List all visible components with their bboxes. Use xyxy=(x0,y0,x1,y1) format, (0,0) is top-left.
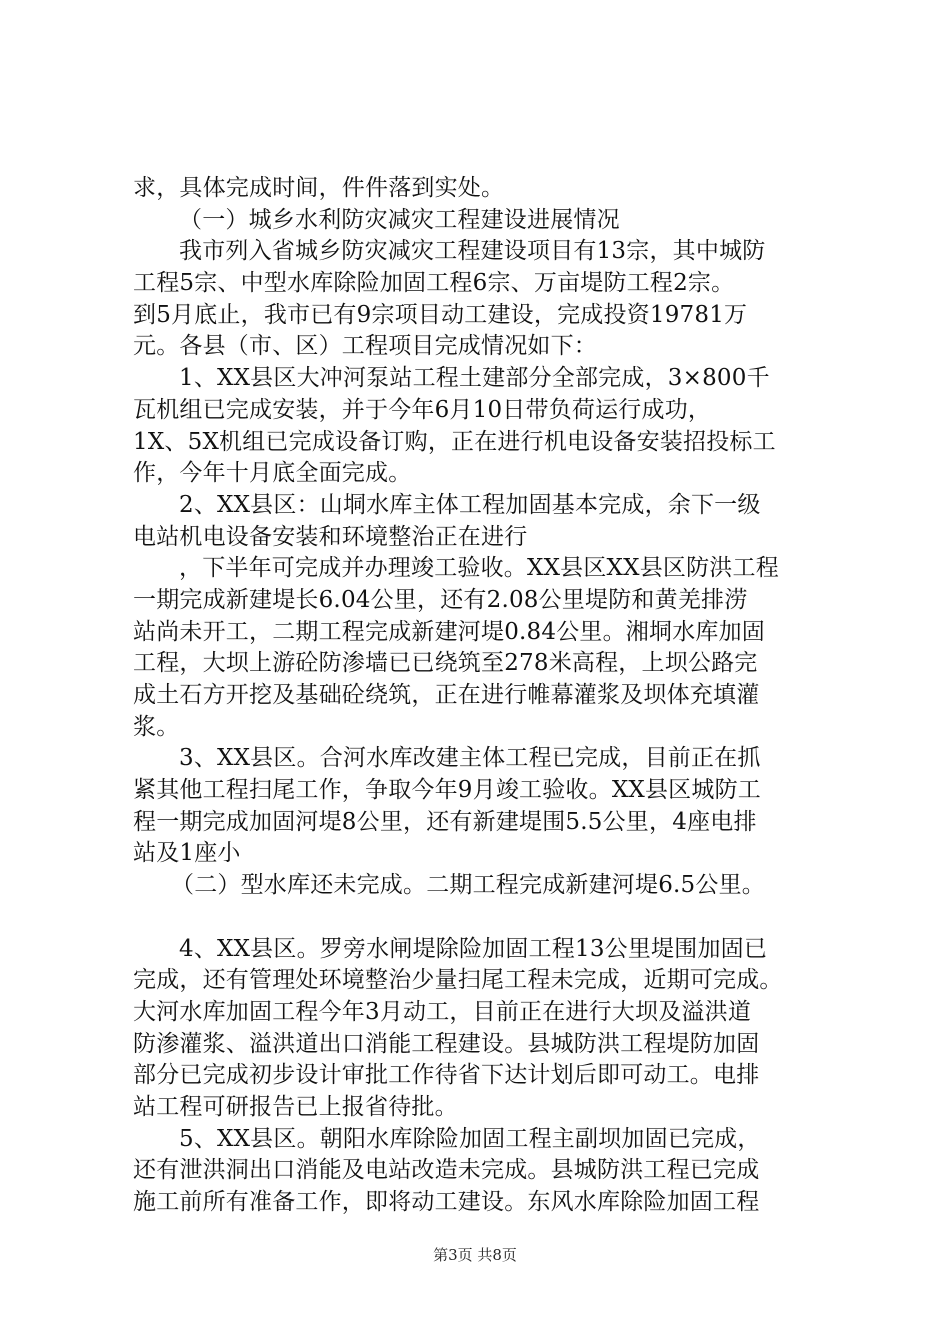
page-number: 第3页 共8页 xyxy=(433,1246,517,1264)
text-line: 施工前所有准备工作，即将动工建设。东风水库除险加固工程 xyxy=(133,1189,760,1215)
text-line: 大河水库加固工程今年3月动工，目前正在进行大坝及溢洪道 xyxy=(133,998,752,1025)
text-line: 1X、5X机组已完成设备订购，正在进行机电设备安装招投标工 xyxy=(133,428,776,455)
section-heading: （二）型水库还未完成。二期工程完成新建河堤6.5公里。 xyxy=(171,872,765,899)
text-line: 一期完成新建堤长6.04公里，还有2.08公里堤防和黄羌排涝 xyxy=(133,586,748,613)
text-line: 瓦机组已完成安装，并于今年6月10日带负荷运行成功， xyxy=(133,396,712,423)
text-line: 电站机电设备安装和环境整治正在进行 xyxy=(133,523,528,550)
text-line: 5、XX县区。朝阳水库除险加固工程主副坝加固已完成， xyxy=(179,1125,761,1152)
text-line: 成土石方开挖及基础砼绕筑，正在进行帷幕灌浆及坝体充填灌 xyxy=(133,682,760,708)
text-line: 作，今年十月底全面完成。 xyxy=(133,460,412,487)
text-line: 浆。 xyxy=(133,713,180,740)
text-line: 站尚未开工，二期工程完成新建河堤0.84公里。湘垌水库加固 xyxy=(133,618,766,645)
text-line: ，下半年可完成并办理竣工验收。XX县区XX县区防洪工程 xyxy=(179,555,779,582)
text-line: 程一期完成加固河堤8公里，还有新建堤围5.5公里，4座电排 xyxy=(133,808,757,835)
text-line: 紧其他工程扫尾工作，争取今年9月竣工验收。XX县区城防工 xyxy=(133,777,761,804)
text-line: 元。各县（市、区）工程项目完成情况如下： xyxy=(133,333,597,360)
text-line: 1、XX县区大冲河泵站工程土建部分全部完成，3×800千 xyxy=(179,365,770,392)
text-line: 站工程可研报告已上报省待批。 xyxy=(133,1093,458,1120)
text-line: 工程5宗、中型水库除险加固工程6宗、万亩堤防工程2宗。 xyxy=(133,270,735,297)
text-line: 部分已完成初步设计审批工作待省下达计划后即可动工。电排 xyxy=(133,1062,760,1089)
section-heading: （一）城乡水利防灾减灾工程建设进展情况 xyxy=(179,206,620,233)
document-body xyxy=(133,173,853,1219)
text-line: 站及1座小 xyxy=(133,840,241,867)
text-line: 防渗灌浆、溢洪道出口消能工程建设。县城防洪工程堤防加固 xyxy=(133,1030,760,1057)
text-line: 3、XX县区。合河水库改建主体工程已完成，目前正在抓 xyxy=(179,745,761,772)
text-line: 我市列入省城乡防灾减灾工程建设项目有13宗，其中城防 xyxy=(179,238,766,265)
text-line: 到5月底止，我市已有9宗项目动工建设，完成投资19781万 xyxy=(133,301,748,328)
text-line: 还有泄洪洞出口消能及电站改造未完成。县城防洪工程已完成 xyxy=(133,1157,760,1184)
text-line: 完成，还有管理处环境整治少量扫尾工程未完成，近期可完成。 xyxy=(133,967,783,994)
text-line: 求，具体完成时间，件件落到实处。 xyxy=(133,175,505,201)
text-line: 2、XX县区：山垌水库主体工程加固基本完成，余下一级 xyxy=(179,491,761,518)
blank-line xyxy=(133,902,853,934)
text-line: 工程，大坝上游砼防渗墙已已绕筑至278米高程，上坝公路完 xyxy=(133,650,758,677)
text-line: 4、XX县区。罗旁水闸堤除险加固工程13公里堤围加固已 xyxy=(179,935,768,962)
